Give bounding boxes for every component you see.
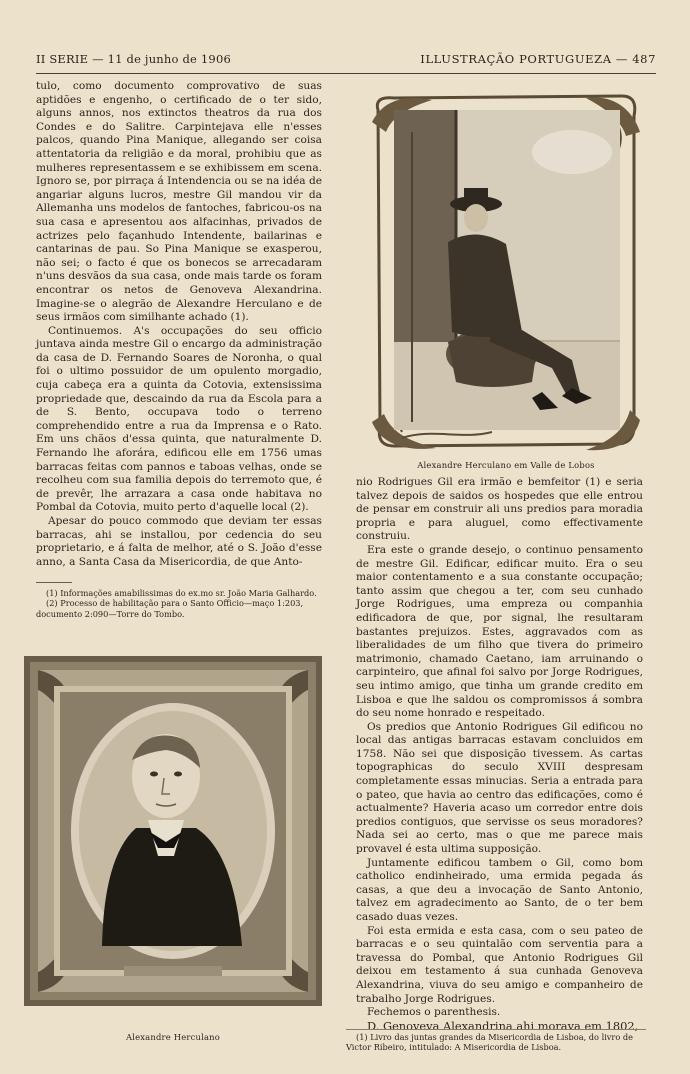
header-publication-page: ILLUSTRAÇÃO PORTUGUEZA — 487	[420, 52, 656, 66]
footnote: (1) Informações amabilissimas do ex.mo sr. João Maria Galhardo.	[46, 588, 317, 598]
paragraph: Apesar do pouco commodo que deviam ter essas barracas, ahi se installou, por cedencia do seu proprietario, e á falta de melhor, até o S. João d'esse anno, a Santa Casa da Misericordia, de que Anto-	[36, 515, 322, 568]
footnote-rule	[36, 582, 72, 583]
header-rule	[36, 73, 656, 74]
paragraph: Continuemos. A's occupações do seu officio juntava ainda mestre Gil o encargo da administração da casa de D. Fernando Soares de Noronha, o qual foi o ultimo possuidor de um opulento morgadio, cuja cabeça era a quinta da Cotovia, extensissima propriedade que, descaindo da rua da Escola para a de S. Bento, occupava todo o terreno comprehendido entre a rua da Imprensa e o Rato. Em uns chãos d'essa quinta, que naturalmente D. Fernando lhe aforára, edificou elle em 1756 umas barracas feitas com pannos e taboas velhas, onde se recolheu com sua familia depois do terremoto que, é de prevêr, lhe arrazara a casa onde habitava no Pombal da Cotovia, muito perto d'aquelle local (2).	[36, 324, 322, 514]
footnote: (2) Processo de habilitação para o Santo Officio—maço 1:203, documento 2:090—Torre do Tombo.	[36, 598, 304, 619]
header-series-date: II SERIE — 11 de junho de 1906	[36, 52, 231, 66]
footnote-rule	[346, 1029, 646, 1030]
footnotes-left	[36, 588, 326, 619]
footnote: (1) Livro das juntas grandes da Misericordia de Lisboa, do livro de Victor Ribeiro, intitulado: A Misericordia de Lisboa.	[346, 1032, 633, 1053]
caption-bottom-photo: Alexandre Herculano	[125, 1032, 221, 1042]
portrait-frame	[24, 656, 322, 1006]
paragraph: D. Genoveva Alexandrina ahi morava em 1802,	[367, 1018, 639, 1033]
paragraph: Os predios que Antonio Rodrigues Gil edificou no local das antigas barracas estavam concluidos em 1758. Não sei que disposição tivessem. As cartas topographicas do seculo XVIII despresam completamente essas minucias. Seria a entrada para o pateo, que havia ao centro das edificações, como é actualmente? Haveria acaso um corredor entre dois predios contiguos, que servisse os seus moradores? Nada sei ao certo, mas o que me parece mais provavel é esta ultima supposição.	[356, 720, 643, 856]
paragraph: Foi esta ermida e esta casa, com o seu pateo de barracas e o seu quintalão com serventia para a travessa do Pombal, que Antonio Rodrigues Gil deixou em testamento á sua cunhada Genoveva Alexandrina, viuva do seu amigo e companheiro de trabalho Jorge Rodrigues.	[356, 924, 643, 1005]
photo-herculano-valle-de-lobos	[372, 92, 640, 452]
paragraph: tulo, como documento comprovativo de suas aptidões e engenho, o certificado de o ter sido, alguns annos, nos extinctos theatros da rua dos Condes e do Salitre. Carpintejava elle n'esses palcos, quando Pina Manique, allegando ser coisa attentatoria da religião e da moral, prohibiu que as mulheres representassem e se exhibissem em scena. Ignoro se, por pirraça á Intendencia ou se na idéa de angariar alguns lucros, mestre Gil mandou vir da Allemanha uns modelos de fantoches, fabricou-os na sua casa e apresentou aos alfacinhas, privados de actrizes pelo façanhudo Intendente, bailarinas e cantarinas de pau. So Pina Manique se exasperou, não sei; o facto é que os bonecos se arrecadaram n'uns desvãos da sua casa, onde mais tarde os foram encontrar os netos de Genoveva Alexandrina. Imagine-se o alegrão de Alexandre Herculano e de seus irmãos com similhante achado (1).	[36, 80, 322, 324]
photo-herculano-portrait	[24, 656, 322, 1006]
paragraph: Juntamente edificou tambem o Gil, como bom catholico endinheirado, uma ermida pegada ás casas, a que deu a invocação de Santo Antonio, talvez em agradecimento ao Santo, de o ter bem casado duas vezes.	[356, 856, 643, 923]
paragraph: Era este o grande desejo, o continuo pensamento de mestre Gil. Edificar, edificar muito. Era o seu maior contentamento e a sua constante occupação; tanto assim que chegou a ter, com seu cunhado Jorge Rodrigues, uma empreza ou companhia edificadora de que, por signal, lhe resultaram bastantes prejuizos. Estes, aggravados com as liberalidades de um filho que tivera do primeiro matrimonio, chamado Caetano, iam arruinando o carpinteiro, que afinal foi salvo por Jorge Rodrigues, seu intimo amigo, que tinha um grande credito em Lisboa e que lhe saldou os compromissos á sombra do seu nome honrado e respeitado.	[356, 543, 643, 720]
footnotes-right	[346, 1032, 646, 1053]
article-column-left	[36, 80, 322, 569]
caption-top-photo: Alexandre Herculano em Valle de Lobos	[417, 460, 595, 470]
page-header	[36, 52, 656, 70]
article-column-right	[356, 476, 643, 1033]
photo-frame-ornate	[372, 92, 640, 452]
paragraph: Fechemos o parenthesis.	[367, 1006, 501, 1019]
paragraph: nio Rodrigues Gil era irmão e bemfeitor (1) e seria talvez depois de saidos os hospedes que elle entrou de pensar em construir ali uns predios para moradia propria e para aluguel, como effectivamente construiu.	[356, 476, 643, 543]
